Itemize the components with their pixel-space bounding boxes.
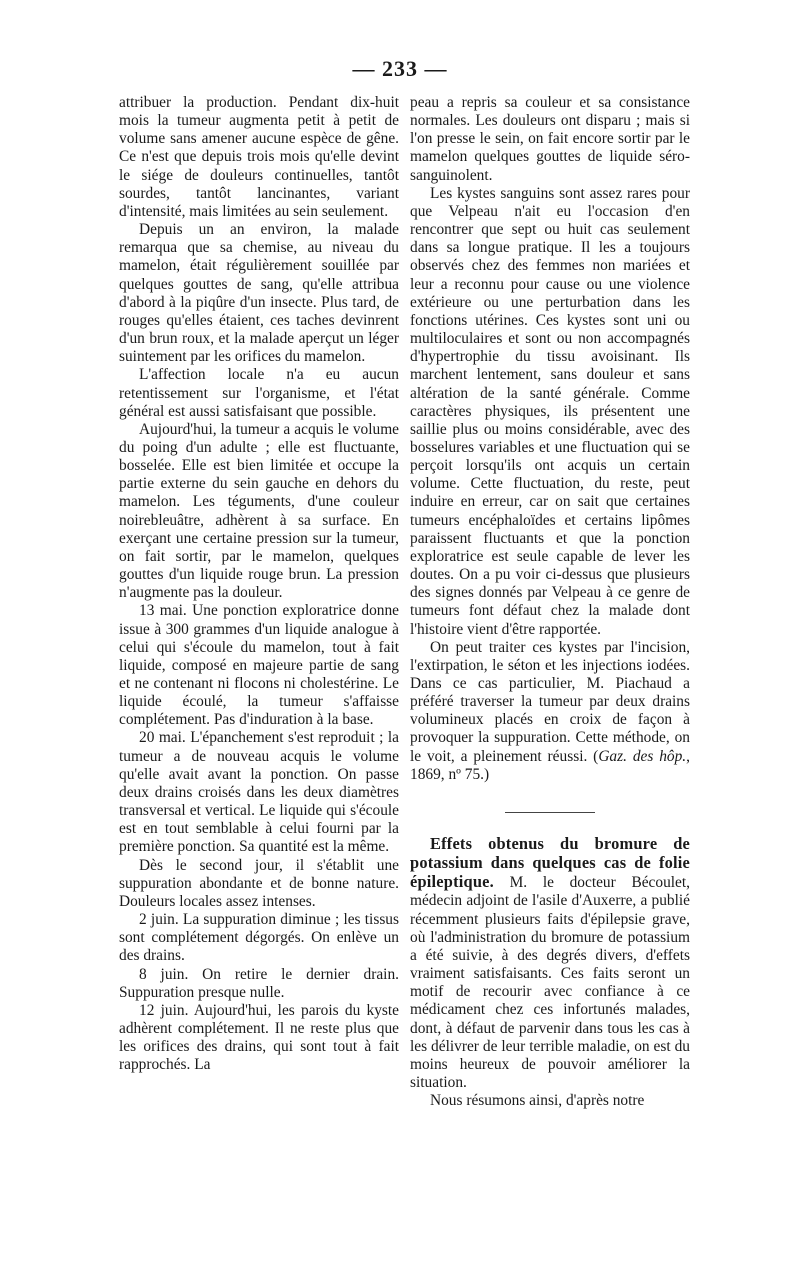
paragraph: attribuer la production. Pendant dix-huit mois la tumeur augmenta petit à petit de volume sans amener aucune espèce de gêne. Ce n'est que depuis trois mois qu'elle devint le siége de douleurs continuelles, tantôt sourdes, tantôt lancinantes, variant d'intensité, mais limitées au sein seulement. — [119, 94, 399, 220]
right-column — [410, 94, 690, 1110]
section-paragraph — [410, 835, 690, 1092]
paragraph: Les kystes sanguins sont assez rares pour que Velpeau n'ait eu l'occasion d'en rencontrer que sept ou huit cas seulement dans sa longue pratique. Il les a toujours observés chez des femmes non mariées et leur a reconnu pour cause ou une violence extérieure ou une perturbation dans les fonctions utérines. Ces kystes sont uni ou multiloculaires et sont ou non accompagnés d'hypertrophie du tissu avoisinant. Ils marchent lentement, sans douleur et sans altération de la santé générale. Comme caractères physiques, ils présentent une saillie plus ou moins considérable, avec des bosselures variables et une fluctuation qui se perçoit lorsqu'ils ont acquis un certain volume. Cette fluctuation, du reste, peut induire en erreur, car on sait que certaines tumeurs encéphaloïdes et certains lipômes paraissent fluctuants et que la ponction exploratrice est seule capable de lever les doutes. On a pu voir ci-dessus que plusieurs des signes donnés par Velpeau à ce genre de tumeurs font défaut chez la malade dont l'histoire vient d'être rapportée. — [410, 184, 690, 638]
citation-detail: , 1869, nº 75.) — [410, 747, 690, 783]
paragraph: L'affection locale n'a eu aucun retentissement sur l'organisme, et l'état général est aussi satisfaisant que possible. — [119, 366, 399, 420]
paragraph: Depuis un an environ, la malade remarqua que sa chemise, au niveau du mamelon, était régulièrement souillée par quelques gouttes de sang, qu'elle attribua d'abord à la piqûre d'un insecte. Plus tard, de rouges qu'elles étaient, ces taches devinrent d'un brun roux, et la malade aperçut un léger suintement par les orifices du mamelon. — [119, 221, 399, 366]
paragraph: peau a repris sa couleur et sa consistance normales. Les douleurs ont disparu ; mais si l'on presse le sein, on fait encore sortir par le mamelon quelques gouttes de liquide séro-sanguinolent. — [410, 94, 690, 184]
paragraph: 13 mai. Une ponction exploratrice donne issue à 300 grammes d'un liquide analogue à celui qui s'écoule du mamelon, tout à fait liquide, composé en majeure partie de sang et ne contenant ni flocons ni cholestérine. Le liquide écoulé, la tumeur s'affaisse complétement. Pas d'induration à la base. — [119, 602, 399, 729]
paragraph: Nous résumons ainsi, d'après notre — [430, 1092, 645, 1110]
section-heading: Effets obtenus du bromure de potassium dans quelques cas de folie épileptique. — [410, 833, 690, 892]
citation-source: Gaz. des hôp. — [598, 747, 687, 765]
paragraph-text: On peut traiter ces kystes par l'incision, l'extirpation, le séton et les injections iodées. Dans ce cas particulier, M. Piachaud a préféré traverser la tumeur par deux drains volumineux placés en croix de façon à provoquer la suppuration. Cette méthode, on le voit, a pleinement réussi. ( — [410, 638, 690, 765]
left-column — [119, 94, 399, 1074]
paragraph: 2 juin. La suppuration diminue ; les tissus sont complétement dégorgés. On enlève un des drains. — [119, 911, 399, 965]
paragraph-with-citation — [410, 639, 690, 784]
paragraph: 12 juin. Aujourd'hui, les parois du kyste adhèrent complétement. Il ne reste plus que les orifices des drains, qui sont tout à fait rapprochés. La — [119, 1001, 399, 1074]
section-text: M. le docteur Bécoulet, médecin adjoint de l'asile d'Auxerre, a publié récemment plusieurs faits d'épilepsie grave, où l'administration du bromure de potassium a été suivie, à des degrés divers, d'effets vraiment satisfaisants. Ces faits seront un motif de recourir avec confiance à ce médicament chez ces infortunés malades, dont, à défaut de parvenir dans tous les cas à les délivrer de leur terrible maladie, on est du moins heureux de pouvoir améliorer la situation. — [410, 874, 690, 1091]
paragraph: Dès le second jour, il s'établit une suppuration abondante et de bonne nature. Douleurs locales assez intenses. — [119, 856, 399, 910]
section-divider — [505, 812, 595, 813]
paragraph: 8 juin. On retire le dernier drain. Suppuration presque nulle. — [119, 965, 399, 1001]
paragraph: Aujourd'hui, la tumeur a acquis le volume du poing d'un adulte ; elle est fluctuante, bosselée. Elle est bien limitée et occupe la partie externe du sein gauche en dehors du mamelon. Les téguments, d'une couleur noirebleuâtre, adhèrent à sa surface. En exerçant une certaine pression sur la tumeur, on fait sortir, par le mamelon, quelques gouttes d'un liquide rouge brun. La pression n'augmente pas la douleur. — [119, 420, 399, 602]
paragraph: 20 mai. L'épanchement s'est reproduit ; la tumeur a de nouveau acquis le volume qu'elle avait avant la ponction. On passe deux drains croisés dans les deux diamètres transversal et vertical. Le liquide qui s'écoule est en tout semblable à celui fourni par la première ponction. Sa quantité est la même. — [119, 729, 399, 856]
page-number: — 233 — — [352, 56, 448, 81]
